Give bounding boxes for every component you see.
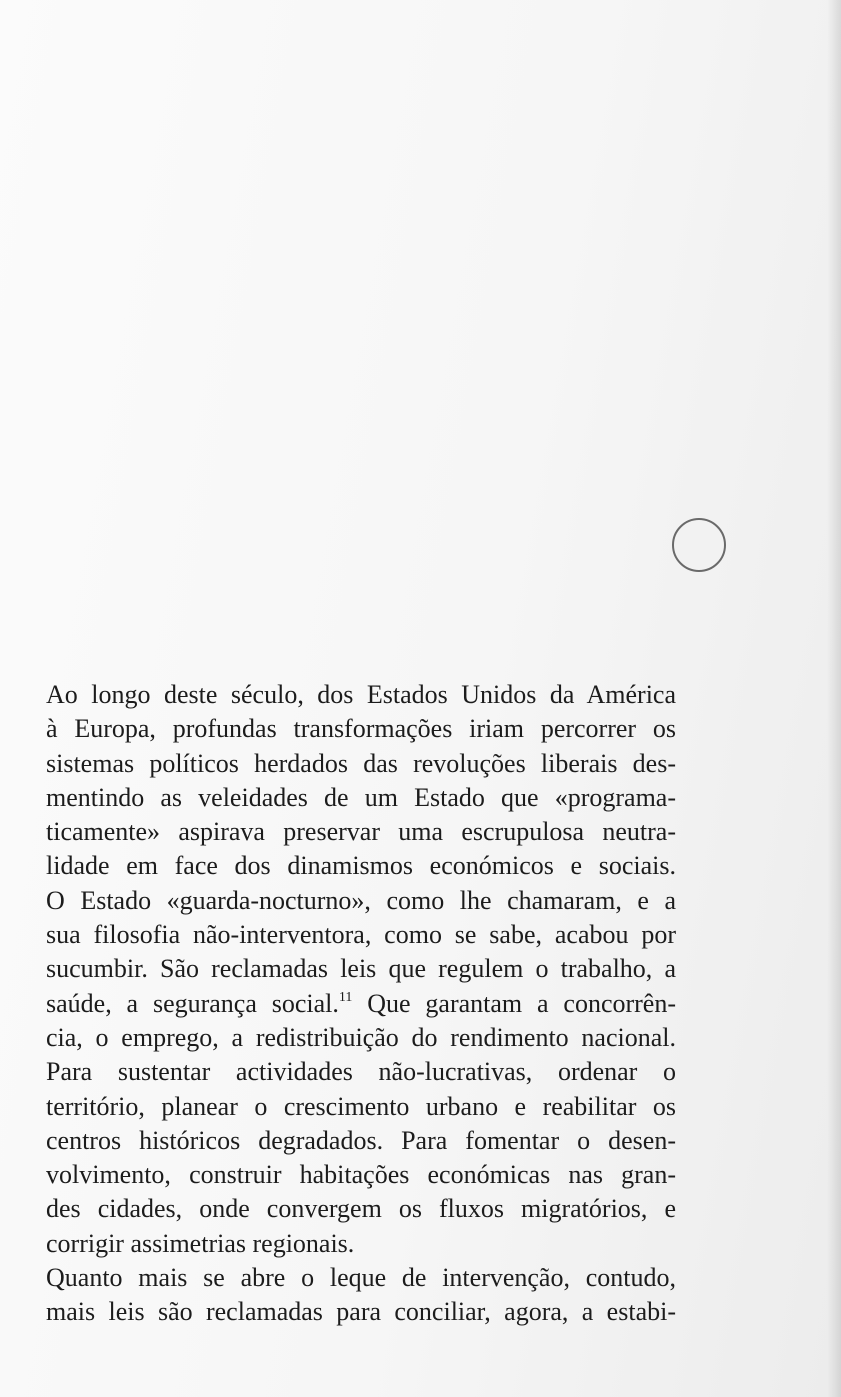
text-line: à Europa, profundas transformações iriam percorrer os (46, 714, 676, 744)
text-line: território, planear o crescimento urbano e reabilitar os (46, 1091, 676, 1121)
text-line: Para sustentar actividades não-lucrativas, ordenar o (46, 1057, 676, 1087)
text-line-start: saúde, a segurança social. (46, 988, 339, 1018)
text-line: corrigir assimetrias regionais. (46, 1228, 355, 1258)
text-line: Ao longo deste século, dos Estados Unidos da América (46, 680, 676, 709)
text-line: Quanto mais se abre o leque de intervenção, contudo, (46, 1263, 676, 1293)
text-line: ticamente» aspirava preservar uma escrupulosa neutra- (46, 817, 676, 847)
text-line: des cidades, onde convergem os fluxos migratórios, e (46, 1194, 676, 1224)
text-line: lidade em face dos dinamismos económicos e sociais. (46, 851, 676, 881)
text-line-end: Que garantam a concorrên- (352, 988, 676, 1018)
text-line: mentindo as veleidades de um Estado que «programa- (46, 782, 676, 812)
paragraph-2 (46, 1261, 676, 1330)
text-line: sistemas políticos herdados das revoluções liberais des- (46, 748, 676, 778)
text-line: sua filosofia não-interventora, como se sabe, acabou por (46, 920, 676, 950)
footnote-marker: 11 (338, 989, 353, 1005)
section-circle-ornament (672, 518, 726, 572)
text-line-with-footnote (46, 987, 676, 1021)
paragraph-1 (46, 678, 676, 1261)
text-line: mais leis são reclamadas para conciliar, agora, a estabi- (46, 1297, 676, 1327)
text-line: centros históricos degradados. Para fomentar o desen- (46, 1125, 676, 1155)
text-line: sucumbir. São reclamadas leis que regulem o trabalho, a (46, 954, 676, 984)
text-line: volvimento, construir habitações económicas nas gran- (46, 1160, 676, 1190)
text-line: cia, o emprego, a redistribuição do rendimento nacional. (46, 1022, 676, 1052)
page-edge-shadow (827, 0, 841, 1397)
text-line: O Estado «guarda-nocturno», como lhe chamaram, e a (46, 885, 676, 915)
body-text (46, 678, 676, 1330)
